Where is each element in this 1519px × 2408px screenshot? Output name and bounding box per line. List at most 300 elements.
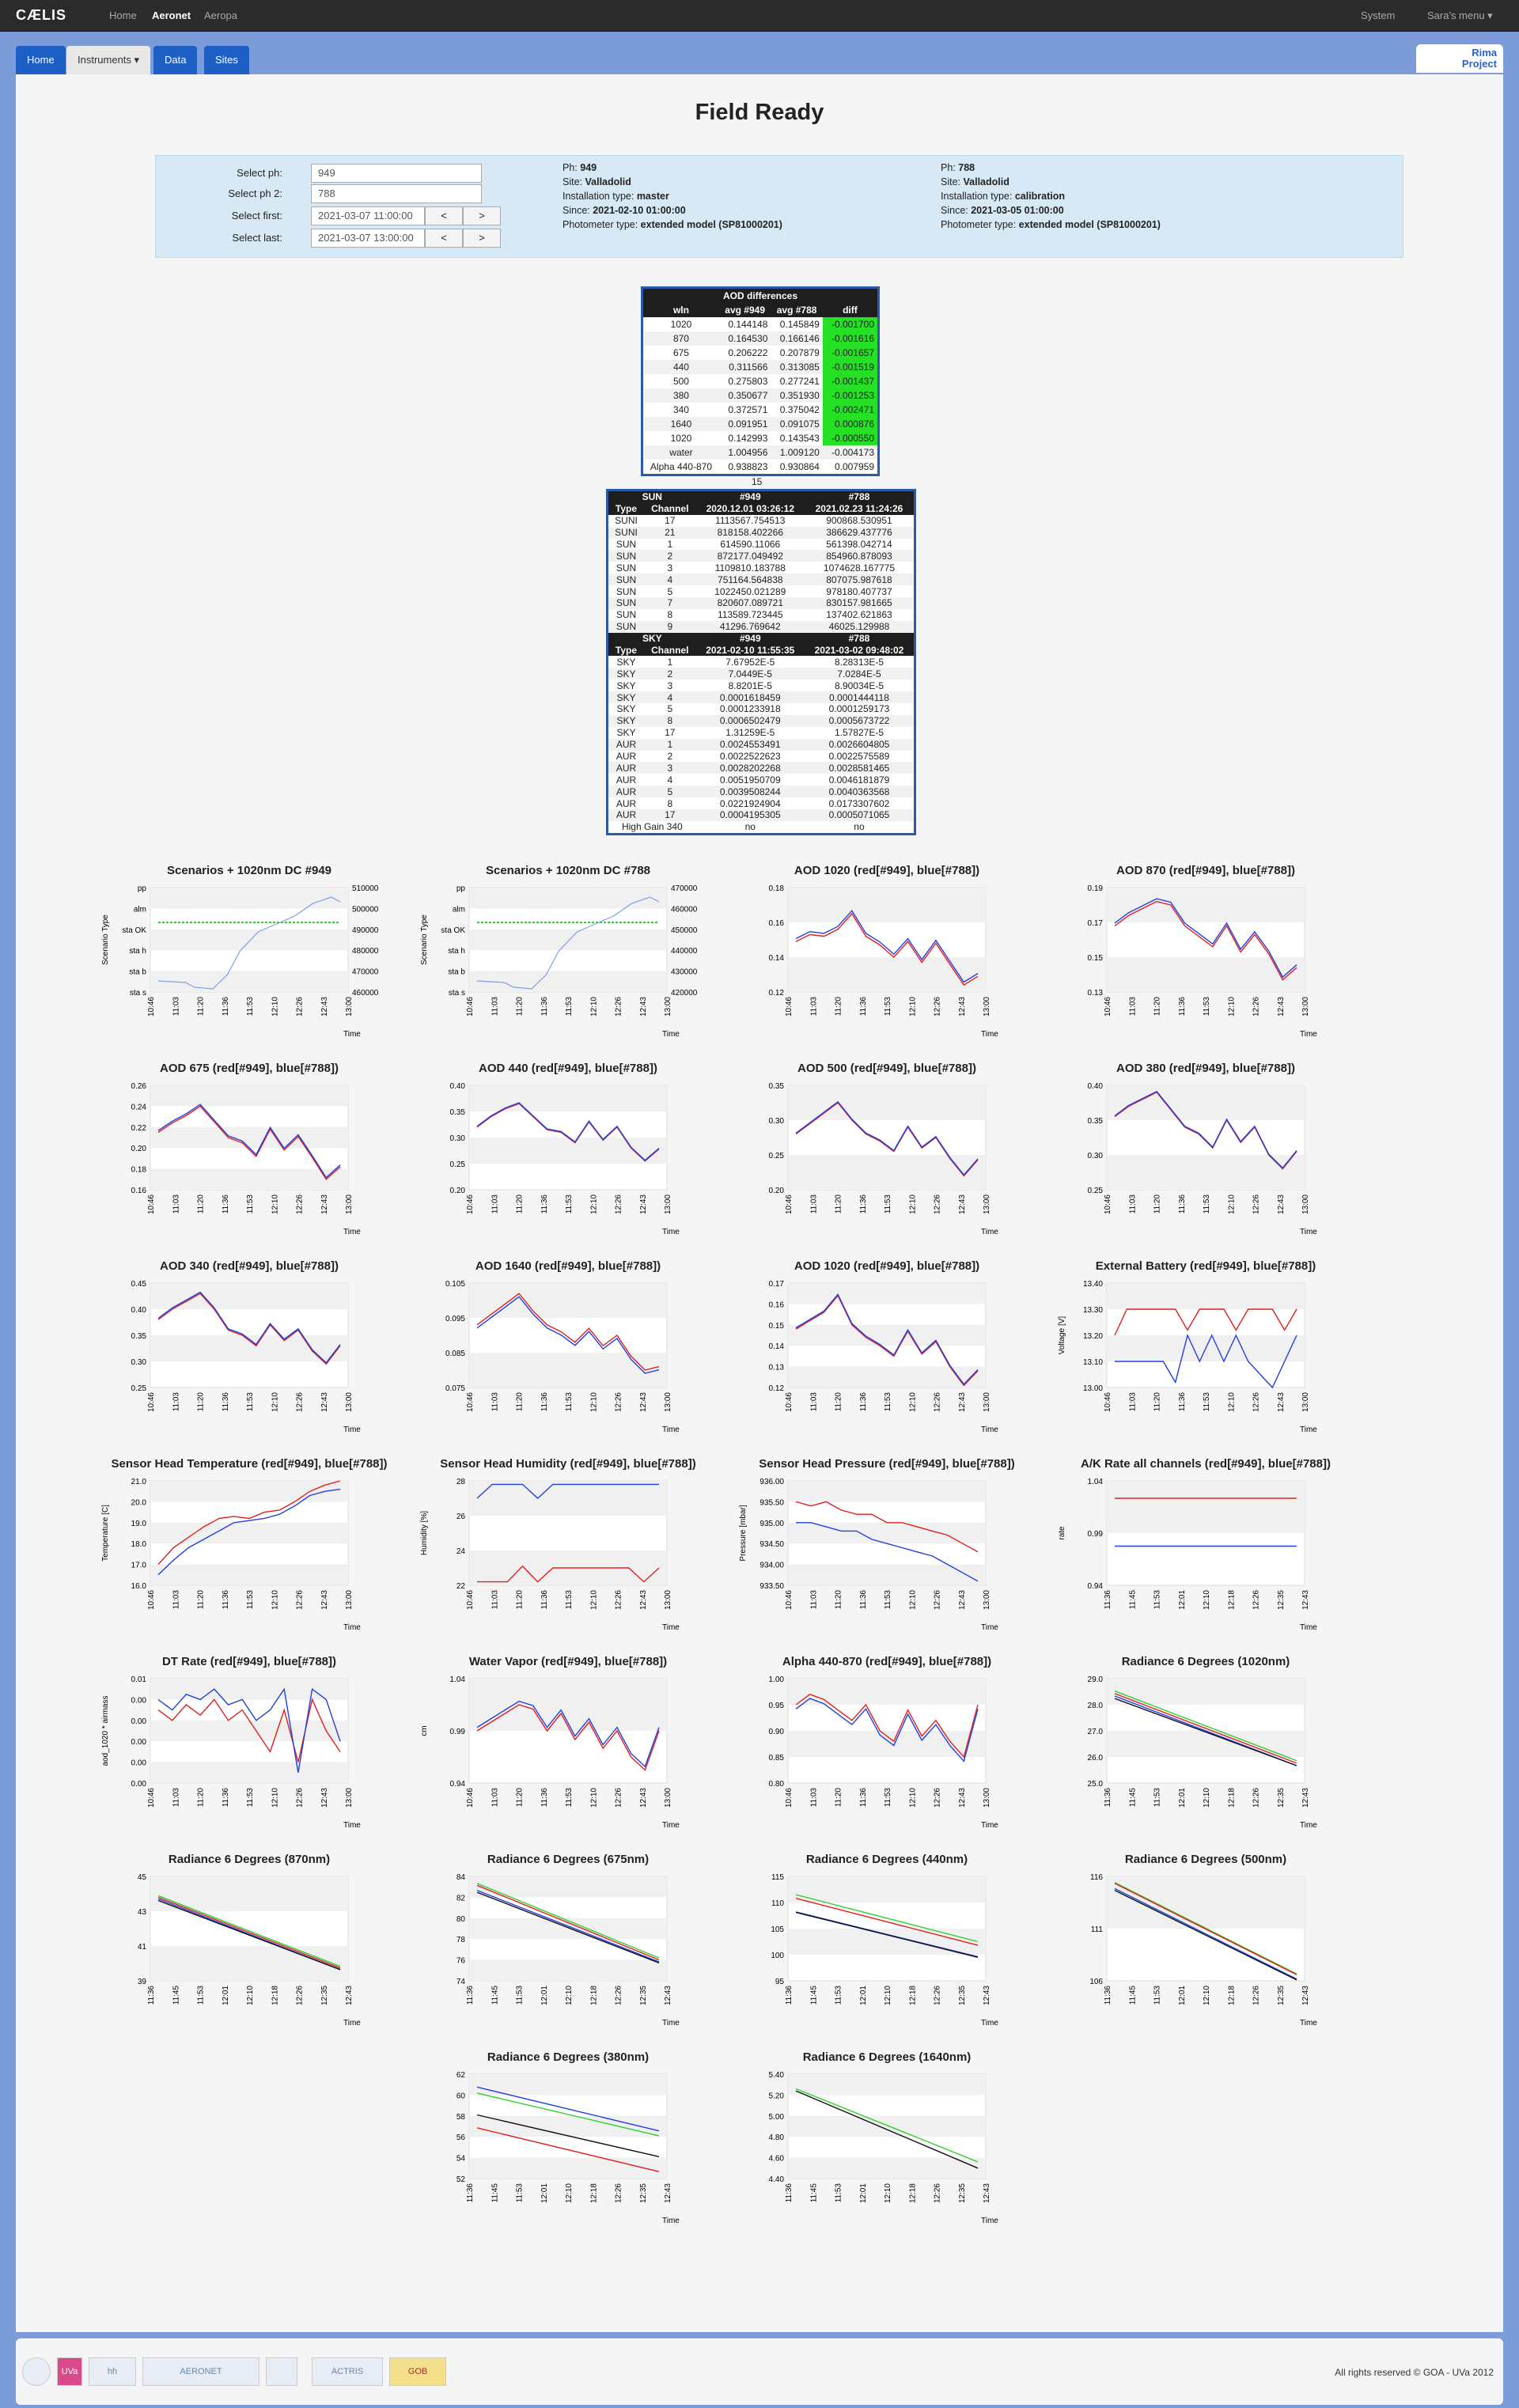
y-tick-label: 0.35 <box>768 1082 784 1091</box>
selection-panel <box>155 155 1403 258</box>
chart-22 <box>733 1853 1041 2027</box>
x-tick-label: 12:43 <box>1301 1986 1310 2006</box>
y-axis-label: Pressure [mbar] <box>739 1505 748 1562</box>
y-axis-label: Humidity [%] <box>420 1510 429 1556</box>
y-tick-label: 0.00 <box>131 1717 146 1726</box>
x-tick-label: 11:36 <box>540 1195 549 1214</box>
x-tick-label: 11:03 <box>172 997 181 1017</box>
x-tick-label: 12:26 <box>295 1590 305 1611</box>
x-tick-label: 11:45 <box>1128 1590 1138 1610</box>
x-axis-label: Time <box>981 1228 998 1236</box>
tab-data[interactable]: Data <box>153 46 197 74</box>
last-prev-button[interactable]: < <box>425 229 463 248</box>
x-tick-label: 12:10 <box>1227 1195 1237 1215</box>
x-tick-label: 12:18 <box>1227 1788 1237 1808</box>
chart-title: External Battery (red[#949], blue[#788]) <box>1095 1259 1316 1273</box>
sensor-row: AUR 5 0.0039508244 0.0040363568 <box>608 786 914 797</box>
y-tick-label: 78 <box>456 1936 465 1945</box>
x-axis-label: Time <box>981 1623 998 1632</box>
x-tick-label: 12:43 <box>345 1986 354 2006</box>
y-tick-label: 0.16 <box>768 919 784 928</box>
chart-title: AOD 870 (red[#949], blue[#788]) <box>1116 864 1295 877</box>
chart-13 <box>414 1457 722 1631</box>
x-tick-label: 12:01 <box>221 1986 230 2006</box>
y-tick-label: 74 <box>456 1978 465 1986</box>
x-axis-label: Time <box>662 1623 680 1632</box>
x-tick-label: 12:26 <box>1252 1590 1261 1611</box>
last-date-input[interactable]: 2021-03-07 13:00:00 <box>311 229 425 248</box>
y-axis-label: cm <box>420 1725 429 1736</box>
x-tick-label: 12:43 <box>320 1195 329 1215</box>
y-tick-label: 0.99 <box>1087 1530 1103 1539</box>
y-tick-label: 0.15 <box>768 1321 784 1331</box>
y-tick-label: 76 <box>456 1956 465 1966</box>
ph1-label: Select ph: <box>237 167 282 179</box>
ph2-label: Select ph 2: <box>228 187 282 199</box>
x-tick-label: 11:53 <box>196 1986 206 2005</box>
x-tick-label: 12:18 <box>908 2183 918 2204</box>
y2-tick-label: 470000 <box>671 884 698 893</box>
col-avg788: avg #788 <box>776 305 817 316</box>
col-avg949: avg #949 <box>725 305 766 316</box>
y-tick-label: 27.0 <box>1087 1728 1103 1736</box>
y-tick-label: 16.0 <box>131 1582 146 1591</box>
x-tick-label: 11:53 <box>515 1986 525 2005</box>
y-tick-label: 106 <box>1089 1978 1103 1986</box>
x-tick-label: 11:36 <box>221 1590 230 1610</box>
x-tick-label: 12:10 <box>565 2183 574 2204</box>
y-tick-label: 0.35 <box>131 1332 146 1341</box>
x-tick-label: 12:35 <box>1276 1788 1286 1808</box>
chart-title: AOD 340 (red[#949], blue[#788]) <box>160 1259 339 1273</box>
x-tick-label: 12:18 <box>1227 1590 1237 1611</box>
x-tick-label: 12:26 <box>933 2183 942 2204</box>
ph1-select[interactable]: 949 <box>311 164 482 183</box>
nav-home[interactable]: Home <box>109 9 137 21</box>
x-tick-label: 11:53 <box>246 1392 255 1412</box>
x-tick-label: 11:20 <box>1153 1195 1162 1214</box>
y-tick-label: 21.0 <box>131 1478 146 1486</box>
x-tick-label: 12:26 <box>933 1986 942 2006</box>
x-tick-label: 11:36 <box>540 997 549 1017</box>
chart-title: AOD 1020 (red[#949], blue[#788]) <box>794 864 980 877</box>
x-tick-label: 13:00 <box>345 997 354 1017</box>
x-tick-label: 12:10 <box>565 1986 574 2006</box>
x-tick-label: 12:43 <box>1276 997 1286 1017</box>
col-diff: diff <box>843 305 858 316</box>
x-tick-label: 11:53 <box>565 1392 574 1412</box>
first-prev-button[interactable]: < <box>425 206 463 225</box>
y-tick-label: 43 <box>137 1908 146 1917</box>
y-tick-label: 936.00 <box>760 1478 784 1486</box>
y-tick-label: 0.99 <box>449 1728 465 1736</box>
sensor-row: SUN 8 113589.723445 137402.621863 <box>616 609 892 621</box>
y-tick-label: 110 <box>771 1899 784 1908</box>
y-axis-label: Scenario Type <box>101 914 110 965</box>
y-tick-label: 0.35 <box>1087 1117 1103 1126</box>
y2-tick-label: 470000 <box>352 967 379 977</box>
y-tick-label: sta h <box>448 947 465 956</box>
partner-logo <box>266 2357 297 2386</box>
x-tick-label: 10:46 <box>466 1195 475 1215</box>
nav-aeropa[interactable]: Aeropa <box>204 9 237 21</box>
x-axis-label: Time <box>343 2019 361 2027</box>
y-tick-label: 0.25 <box>1087 1187 1103 1195</box>
x-tick-label: 12:10 <box>1227 1392 1237 1413</box>
top-navbar <box>0 0 1519 32</box>
x-tick-label: 12:10 <box>908 1392 918 1413</box>
x-tick-label: 12:26 <box>614 1986 623 2006</box>
high-gain-row: High Gain 340 no no <box>621 821 865 833</box>
x-axis-label: Time <box>662 1228 680 1236</box>
x-tick-label: 11:53 <box>246 1590 255 1610</box>
x-tick-label: 11:20 <box>515 1788 525 1808</box>
y-tick-label: 116 <box>1090 1873 1103 1882</box>
x-tick-label: 12:43 <box>638 997 648 1017</box>
x-tick-label: 11:53 <box>834 1986 843 2005</box>
chart-title: AOD 440 (red[#949], blue[#788]) <box>479 1062 657 1075</box>
x-tick-label: 11:36 <box>221 1392 230 1412</box>
y-tick-label: 0.25 <box>131 1384 146 1393</box>
x-tick-label: 11:03 <box>491 1195 500 1214</box>
chart-title: Sensor Head Humidity (red[#949], blue[#788]) <box>440 1457 696 1471</box>
sensor-row: AUR 1 0.0024553491 0.0026604805 <box>608 739 914 751</box>
x-tick-label: 11:36 <box>221 1788 230 1808</box>
chart-title: Radiance 6 Degrees (500nm) <box>1124 1853 1287 1866</box>
x-tick-label: 11:36 <box>466 1986 475 2005</box>
x-tick-label: 12:10 <box>908 1590 918 1611</box>
y-tick-label: 5.40 <box>768 2071 784 2080</box>
x-tick-label: 11:36 <box>1177 1392 1187 1412</box>
x-tick-label: 11:53 <box>515 2183 525 2203</box>
chart-title: AOD 380 (red[#949], blue[#788]) <box>1116 1062 1295 1075</box>
chart-title: Scenarios + 1020nm DC #788 <box>485 864 651 877</box>
x-tick-label: 12:26 <box>295 1195 305 1215</box>
x-axis-label: Time <box>662 2019 680 2027</box>
x-tick-label: 13:00 <box>345 1590 354 1611</box>
col-wln: wln <box>672 305 689 316</box>
sensor-row: SUN 3 1109810.183788 1074628.167775 <box>616 562 896 574</box>
y-tick-label: 5.00 <box>768 2112 784 2122</box>
y-tick-label: 54 <box>456 2154 465 2164</box>
x-tick-label: 11:36 <box>221 997 230 1017</box>
chart-title: A/K Rate all channels (red[#949], blue[#788]) <box>1081 1457 1331 1471</box>
rima-project-logo <box>1416 44 1503 73</box>
x-tick-label: 12:26 <box>614 1788 623 1808</box>
y-tick-label: 0.24 <box>131 1103 146 1112</box>
y-tick-label: 82 <box>456 1894 465 1903</box>
x-tick-label: 10:46 <box>1104 1392 1112 1413</box>
x-tick-label: 11:36 <box>540 1392 549 1412</box>
x-tick-label: 11:53 <box>1153 1590 1162 1610</box>
x-tick-label: 11:36 <box>540 1788 549 1808</box>
x-tick-label: 12:43 <box>320 1392 329 1413</box>
x-tick-label: 10:46 <box>785 1788 794 1808</box>
x-tick-label: 12:26 <box>614 2183 623 2204</box>
x-tick-label: 11:53 <box>565 1590 574 1610</box>
x-axis-label: Time <box>343 1425 361 1434</box>
x-tick-label: 12:01 <box>1177 1590 1187 1611</box>
y-tick-label: 0.00 <box>131 1696 146 1706</box>
x-tick-label: 10:46 <box>1104 1195 1112 1215</box>
y-tick-label: 13.30 <box>1082 1306 1103 1315</box>
x-tick-label: 10:46 <box>785 1590 794 1611</box>
y-tick-label: 0.17 <box>1087 919 1103 928</box>
x-tick-label: 11:53 <box>884 1590 892 1610</box>
y-tick-label: 13.10 <box>1082 1358 1103 1367</box>
nav-aeronet[interactable]: Aeronet <box>152 9 191 21</box>
x-tick-label: 12:01 <box>540 1986 549 2006</box>
x-tick-label: 12:43 <box>1301 1788 1310 1808</box>
x-tick-label: 12:10 <box>271 1788 280 1808</box>
x-tick-label: 10:46 <box>785 1195 794 1215</box>
x-tick-label: 12:43 <box>1276 1392 1286 1413</box>
x-tick-label: 12:10 <box>908 1788 918 1808</box>
tab-bar <box>0 32 1519 79</box>
x-axis-label: Time <box>981 1425 998 1434</box>
y2-tick-label: 420000 <box>671 989 698 998</box>
y2-tick-label: 510000 <box>352 884 379 893</box>
sensor-row: AUR 2 0.0022522623 0.0022575589 <box>616 751 890 763</box>
chart-20 <box>95 1853 403 2027</box>
x-tick-label: 11:03 <box>1128 1195 1138 1214</box>
chart-title: Radiance 6 Degrees (1640nm) <box>802 2050 972 2064</box>
y-tick-label: 0.25 <box>768 1152 784 1160</box>
sensor-row: AUR 17 0.0004195305 0.0005071065 <box>608 809 914 821</box>
x-tick-label: 11:36 <box>785 1986 794 2005</box>
x-tick-label: 12:26 <box>614 997 623 1017</box>
y-tick-label: 41 <box>137 1943 146 1952</box>
x-tick-label: 12:01 <box>858 1986 868 2006</box>
y-tick-label: 58 <box>456 2112 465 2122</box>
chart-title: Sensor Head Pressure (red[#949], blue[#788]) <box>759 1457 1015 1471</box>
x-tick-label: 11:36 <box>858 1590 868 1610</box>
y-tick-label: 0.80 <box>768 1780 784 1789</box>
x-axis-label: Time <box>1300 1030 1317 1039</box>
first-date-input[interactable]: 2021-03-07 11:00:00 <box>311 206 425 225</box>
x-axis-label: Time <box>1300 2019 1317 2027</box>
y2-tick-label: 480000 <box>352 947 379 956</box>
x-tick-label: 11:03 <box>491 997 500 1017</box>
x-tick-label: 12:10 <box>589 1788 599 1808</box>
y-tick-label: 0.18 <box>768 884 784 893</box>
y-tick-label: 0.20 <box>449 1187 465 1195</box>
first-next-button[interactable]: > <box>463 206 501 225</box>
y-tick-label: 0.20 <box>768 1187 784 1195</box>
chart-title: Radiance 6 Degrees (380nm) <box>487 2050 650 2064</box>
aod-row: Alpha 440-870 0.938823 0.930864 0.007959 <box>650 461 874 472</box>
x-tick-label: 13:00 <box>664 1195 672 1215</box>
first-label: Select first: <box>231 210 282 221</box>
x-tick-label: 11:53 <box>1203 997 1211 1017</box>
y-axis-label: Scenario Type <box>420 914 429 965</box>
gobierno-logo: GOB <box>389 2357 446 2386</box>
y-tick-label: sta h <box>129 947 146 956</box>
x-tick-label: 11:03 <box>491 1392 500 1412</box>
x-tick-label: 11:03 <box>809 1195 819 1214</box>
sensor-row: SKY 17 1.31259E-5 1.57827E-5 <box>616 727 884 739</box>
x-tick-label: 12:10 <box>271 1195 280 1215</box>
tab-sites[interactable]: Sites <box>204 46 249 74</box>
x-tick-label: 12:10 <box>271 997 280 1017</box>
aod-row: 500 0.275803 0.277241 -0.001437 <box>643 374 877 388</box>
y-tick-label: 111 <box>1090 1925 1103 1934</box>
x-tick-label: 13:00 <box>983 1590 991 1611</box>
x-tick-label: 12:10 <box>1227 997 1237 1017</box>
chart-11 <box>1051 1259 1360 1433</box>
x-axis-label: Time <box>343 1228 361 1236</box>
y-tick-label: 0.40 <box>449 1082 465 1091</box>
x-tick-label: 13:00 <box>1301 1195 1310 1215</box>
y2-tick-label: 500000 <box>352 905 379 914</box>
x-tick-label: 13:00 <box>664 1590 672 1611</box>
x-tick-label: 12:43 <box>664 2183 672 2204</box>
y-tick-label: sta OK <box>122 926 146 935</box>
x-tick-label: 13:00 <box>983 1392 991 1413</box>
y-tick-label: 935.00 <box>760 1519 784 1528</box>
y-tick-label: 13.20 <box>1082 1332 1103 1341</box>
chart-title: Radiance 6 Degrees (870nm) <box>168 1853 331 1866</box>
last-label: Select last: <box>232 232 282 244</box>
y-tick-label: 80 <box>456 1914 465 1924</box>
actris-logo: ACTRIS <box>312 2357 383 2386</box>
chart-4 <box>95 1062 403 1236</box>
ph2-select[interactable]: 788 <box>311 184 482 203</box>
y-tick-label: sta s <box>129 989 146 998</box>
y-tick-label: 18.0 <box>131 1540 146 1550</box>
tab-home[interactable]: Home <box>16 46 66 74</box>
x-tick-label: 11:36 <box>466 2183 475 2203</box>
y2-tick-label: 460000 <box>671 905 698 914</box>
sensor-row: AUR 8 0.0221924904 0.0173307602 <box>616 797 890 809</box>
x-tick-label: 12:26 <box>1252 1788 1261 1808</box>
chart-2 <box>733 864 1041 1038</box>
x-tick-label: 12:43 <box>957 1392 967 1413</box>
x-axis-label: Time <box>981 1821 998 1830</box>
y-tick-label: sta b <box>448 967 465 977</box>
y-tick-label: 0.35 <box>449 1108 465 1117</box>
y-tick-label: sta s <box>448 989 465 998</box>
x-tick-label: 11:20 <box>515 997 525 1017</box>
x-tick-label: 11:53 <box>565 1195 574 1214</box>
y-tick-label: 0.085 <box>445 1350 465 1358</box>
x-tick-label: 12:01 <box>1177 1986 1187 2006</box>
x-axis-label: Time <box>343 1030 361 1039</box>
y-tick-label: 13.00 <box>1082 1384 1103 1393</box>
chart-title: AOD 1640 (red[#949], blue[#788]) <box>475 1259 661 1273</box>
x-tick-label: 11:36 <box>858 997 868 1017</box>
chart-title: Scenarios + 1020nm DC #949 <box>166 864 332 877</box>
x-tick-label: 11:03 <box>491 1788 500 1808</box>
x-tick-label: 12:01 <box>1177 1788 1187 1808</box>
x-tick-label: 10:46 <box>147 1392 156 1413</box>
x-tick-label: 10:46 <box>147 1195 156 1215</box>
y-tick-label: 0.45 <box>131 1280 146 1289</box>
x-tick-label: 13:00 <box>345 1392 354 1413</box>
x-tick-label: 12:43 <box>957 1195 967 1215</box>
y-tick-label: 0.00 <box>131 1780 146 1789</box>
y-tick-label: 19.0 <box>131 1519 146 1528</box>
x-tick-label: 11:53 <box>565 997 574 1017</box>
x-tick-label: 12:35 <box>638 1986 648 2006</box>
x-tick-label: 12:43 <box>320 1590 329 1611</box>
x-tick-label: 11:36 <box>1177 1195 1187 1214</box>
y-axis-label: Voltage [V] <box>1058 1316 1066 1355</box>
sensor-row: SKY 3 8.8201E-5 8.90034E-5 <box>616 680 884 691</box>
main-panel <box>16 74 1503 2332</box>
x-axis-label: Time <box>662 2217 680 2225</box>
sensor-row: SUN 2 872177.049492 854960.878093 <box>608 550 914 562</box>
x-axis-label: Time <box>1300 1425 1317 1434</box>
x-tick-label: 12:26 <box>295 1788 305 1808</box>
y-tick-label: 20.0 <box>131 1498 146 1508</box>
y-tick-label: alm <box>452 905 465 914</box>
y-tick-label: 1.04 <box>449 1675 465 1684</box>
x-tick-label: 11:03 <box>172 1788 181 1808</box>
y-tick-label: 0.13 <box>768 1363 784 1372</box>
last-next-button[interactable]: > <box>463 229 501 248</box>
sensor-row: SUN 4 751164.564838 807075.987618 <box>608 574 914 585</box>
sensor-row: AUR 4 0.0051950709 0.0046181879 <box>616 774 890 786</box>
x-tick-label: 12:10 <box>589 997 599 1017</box>
chart-title: AOD 1020 (red[#949], blue[#788]) <box>794 1259 980 1273</box>
y-tick-label: 0.00 <box>131 1759 146 1768</box>
x-tick-label: 12:26 <box>614 1590 623 1611</box>
x-axis-label: Time <box>662 1821 680 1830</box>
sensor-row: SKY 1 7.67952E-5 8.28313E-5 <box>616 656 884 668</box>
y2-tick-label: 450000 <box>671 926 698 935</box>
nav-system[interactable]: System <box>1361 9 1396 21</box>
x-tick-label: 10:46 <box>466 1590 475 1611</box>
x-tick-label: 11:36 <box>540 1590 549 1610</box>
sensor-row: SUNI 17 1113567.754513 900868.530951 <box>615 515 892 527</box>
y-tick-label: 28.0 <box>1087 1702 1103 1710</box>
aod-row: 870 0.164530 0.166146 -0.001616 <box>643 331 877 346</box>
y-tick-label: 0.13 <box>1087 989 1103 998</box>
x-tick-label: 12:43 <box>638 1788 648 1808</box>
y-tick-label: 0.01 <box>131 1675 146 1684</box>
tab-instruments[interactable]: Instruments ▾ <box>66 46 150 74</box>
x-tick-label: 10:46 <box>147 1590 156 1611</box>
y-tick-label: alm <box>133 905 146 914</box>
caelis-logo[interactable]: CÆLIS <box>16 7 67 23</box>
sensor-row: SKY 4 0.0001618459 0.0001444118 <box>608 691 914 703</box>
y-tick-label: 25.0 <box>1087 1780 1103 1789</box>
y-tick-label: sta b <box>129 967 146 977</box>
x-tick-label: 12:18 <box>1227 1986 1237 2006</box>
x-axis-label: Time <box>343 1821 361 1830</box>
chart-6 <box>733 1062 1041 1236</box>
chart-24 <box>414 2050 722 2224</box>
y-tick-label: 0.94 <box>1087 1582 1103 1591</box>
y-tick-label: 105 <box>771 1925 784 1934</box>
goa-logo <box>22 2357 51 2386</box>
y-tick-label: 0.40 <box>131 1306 146 1315</box>
user-menu[interactable]: Sara's menu ▾ <box>1427 9 1493 21</box>
x-tick-label: 12:26 <box>933 1195 942 1215</box>
y-tick-label: 4.40 <box>768 2175 784 2184</box>
x-tick-label: 12:26 <box>295 997 305 1017</box>
x-tick-label: 11:53 <box>246 997 255 1017</box>
x-tick-label: 11:20 <box>834 1590 843 1610</box>
y2-tick-label: 430000 <box>671 967 698 977</box>
y-tick-label: 0.105 <box>445 1280 465 1289</box>
aod-row: 440 0.311566 0.313085 -0.001519 <box>643 360 877 374</box>
y-tick-label: 0.30 <box>1087 1152 1103 1160</box>
x-tick-label: 11:53 <box>246 1195 255 1214</box>
chart-25 <box>733 2050 1041 2224</box>
chart-0 <box>95 864 403 1038</box>
